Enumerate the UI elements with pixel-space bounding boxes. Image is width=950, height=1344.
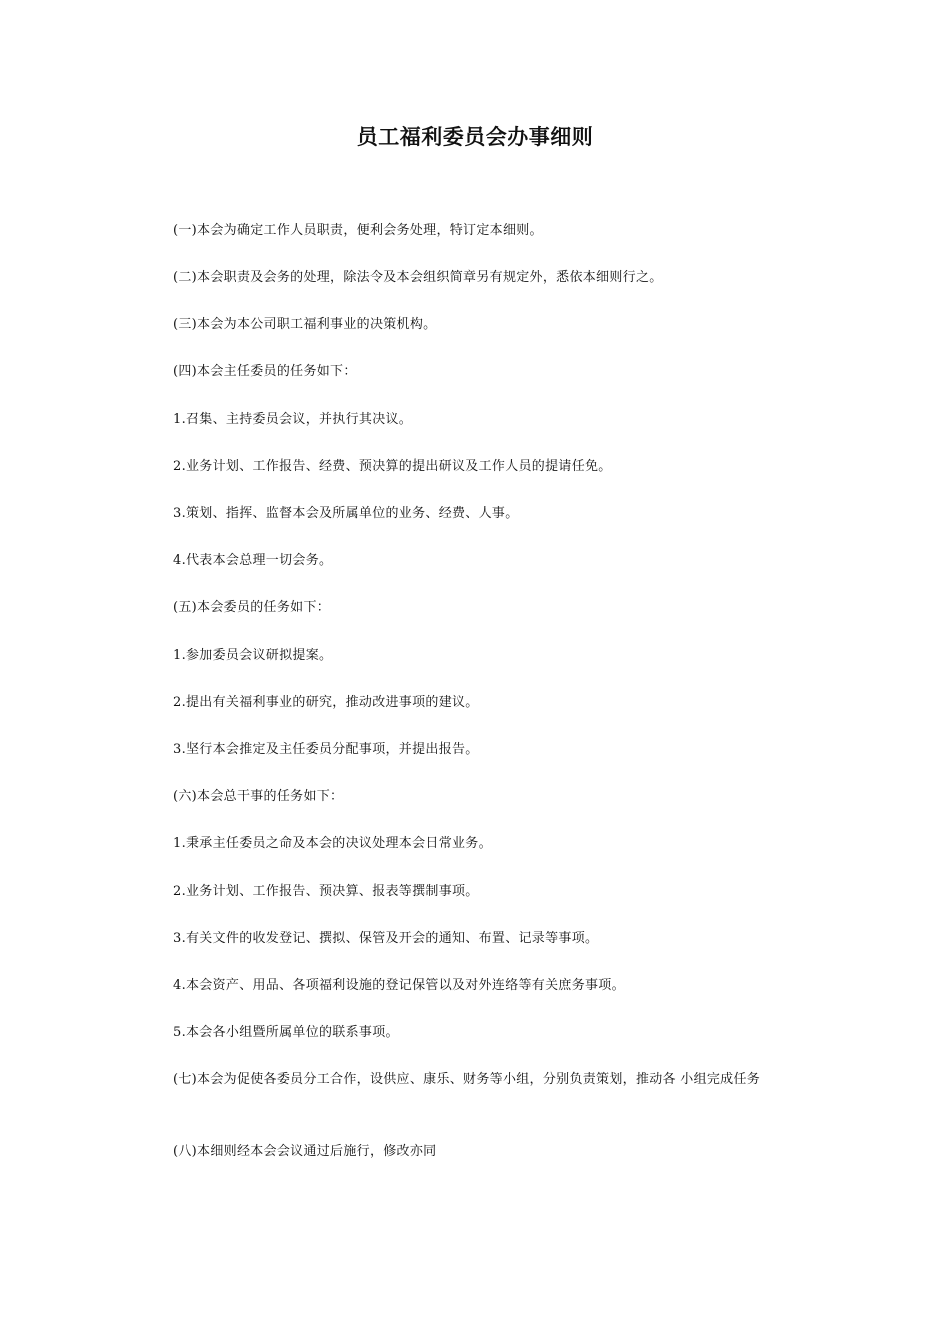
list-item-6-3: 3.有关文件的收发登记、撰拟、保管及开会的通知、布置、记录等事项。 — [173, 931, 599, 946]
list-item-4-1: 1.召集、主持委员会议，并执行其决议。 — [173, 412, 413, 427]
paragraph-6: (六)本会总干事的任务如下： — [173, 789, 344, 804]
list-item-5-3: 3.坚行本会推定及主任委员分配事项，并提出报告。 — [173, 742, 479, 757]
list-item-5-1: 1.参加委员会议研拟提案。 — [173, 648, 333, 663]
list-item-4-3: 3.策划、指挥、监督本会及所属单位的业务、经费、人事。 — [173, 506, 519, 521]
list-item-4-2: 2.业务计划、工作报告、经费、预决算的提出研议及工作人员的提请任免。 — [173, 459, 612, 474]
list-item-6-1: 1.秉承主任委员之命及本会的决议处理本会日常业务。 — [173, 836, 492, 851]
paragraph-5: (五)本会委员的任务如下： — [173, 600, 331, 615]
list-item-6-4: 4.本会资产、用品、各项福利设施的登记保管以及对外连络等有关庶务事项。 — [173, 978, 625, 993]
paragraph-3: (三)本会为本公司职工福利事业的决策机构。 — [173, 317, 437, 332]
paragraph-2: (二)本会职责及会务的处理，除法令及本会组织简章另有规定外，悉依本细则行之。 — [173, 270, 663, 285]
paragraph-1: (一)本会为确定工作人员职责，便利会务处理，特订定本细则。 — [173, 223, 543, 238]
list-item-5-2: 2.提出有关福利事业的研究，推动改进事项的建议。 — [173, 695, 479, 710]
document-title: 员工福利委员会办事细则 — [356, 125, 594, 149]
list-item-6-2: 2.业务计划、工作报告、预决算、报表等撰制事项。 — [173, 884, 479, 899]
list-item-4-4: 4.代表本会总理一切会务。 — [173, 553, 333, 568]
paragraph-7: (七)本会为促使各委员分工合作，设供应、康乐、财务等小组，分别负责策划，推动各 小组完成任务 — [173, 1072, 761, 1087]
list-item-6-5: 5.本会各小组暨所属单位的联系事项。 — [173, 1025, 399, 1040]
paragraph-4: (四)本会主任委员的任务如下： — [173, 364, 357, 379]
paragraph-8: (八)本细则经本会会议通过后施行，修改亦同 — [173, 1144, 437, 1159]
